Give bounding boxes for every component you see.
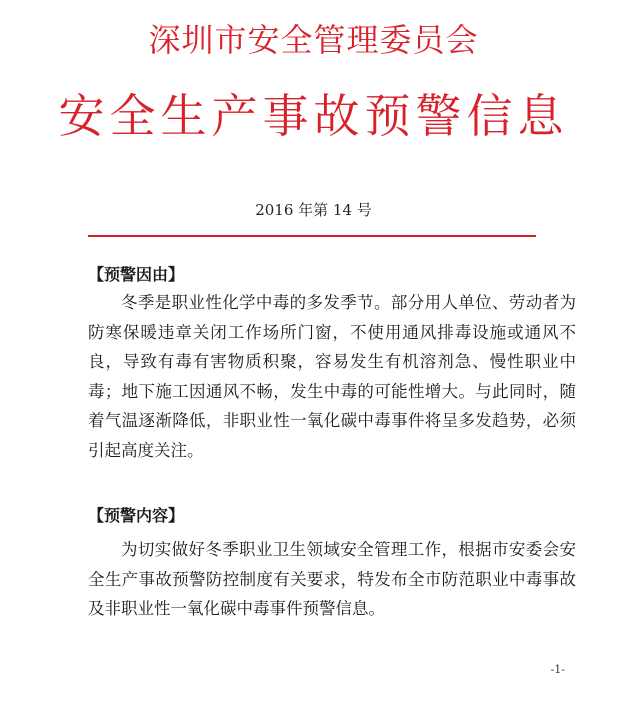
issuing-organization: 深圳市安全管理委员会 [148,21,479,59]
page-number: -1- [550,663,565,676]
section-heading-warning-content: 【预警内容】 [88,506,185,525]
red-divider-line [88,235,536,237]
issue-number: 2016 年第 14 号 [255,201,372,219]
section-body-warning-reason: 冬季是职业性化学中毒的多发季节。部分用人单位、劳动者为防寒保暖违章关闭工作场所门窗，不使用通风排毒设施或通风不良，导致有毒有害物质积聚，容易发生有机溶剂急、慢性职业中毒；地下施工因通风不畅，发生中毒的可能性增大。与此同时，随着气温逐渐降低，非职业性一氧化碳中毒事件将呈多发趋势，必须引起高度关注。 [88,293,576,460]
document-title: 安全生产事故预警信息 [58,89,569,143]
section-heading-warning-reason: 【预警因由】 [88,265,185,284]
section-body-warning-content: 为切实做好冬季职业卫生领域安全管理工作，根据市安委会安全生产事故预警防控制度有关要求，特发布全市防范职业中毒事故及非职业性一氧化碳中毒事件预警信息。 [88,540,576,618]
